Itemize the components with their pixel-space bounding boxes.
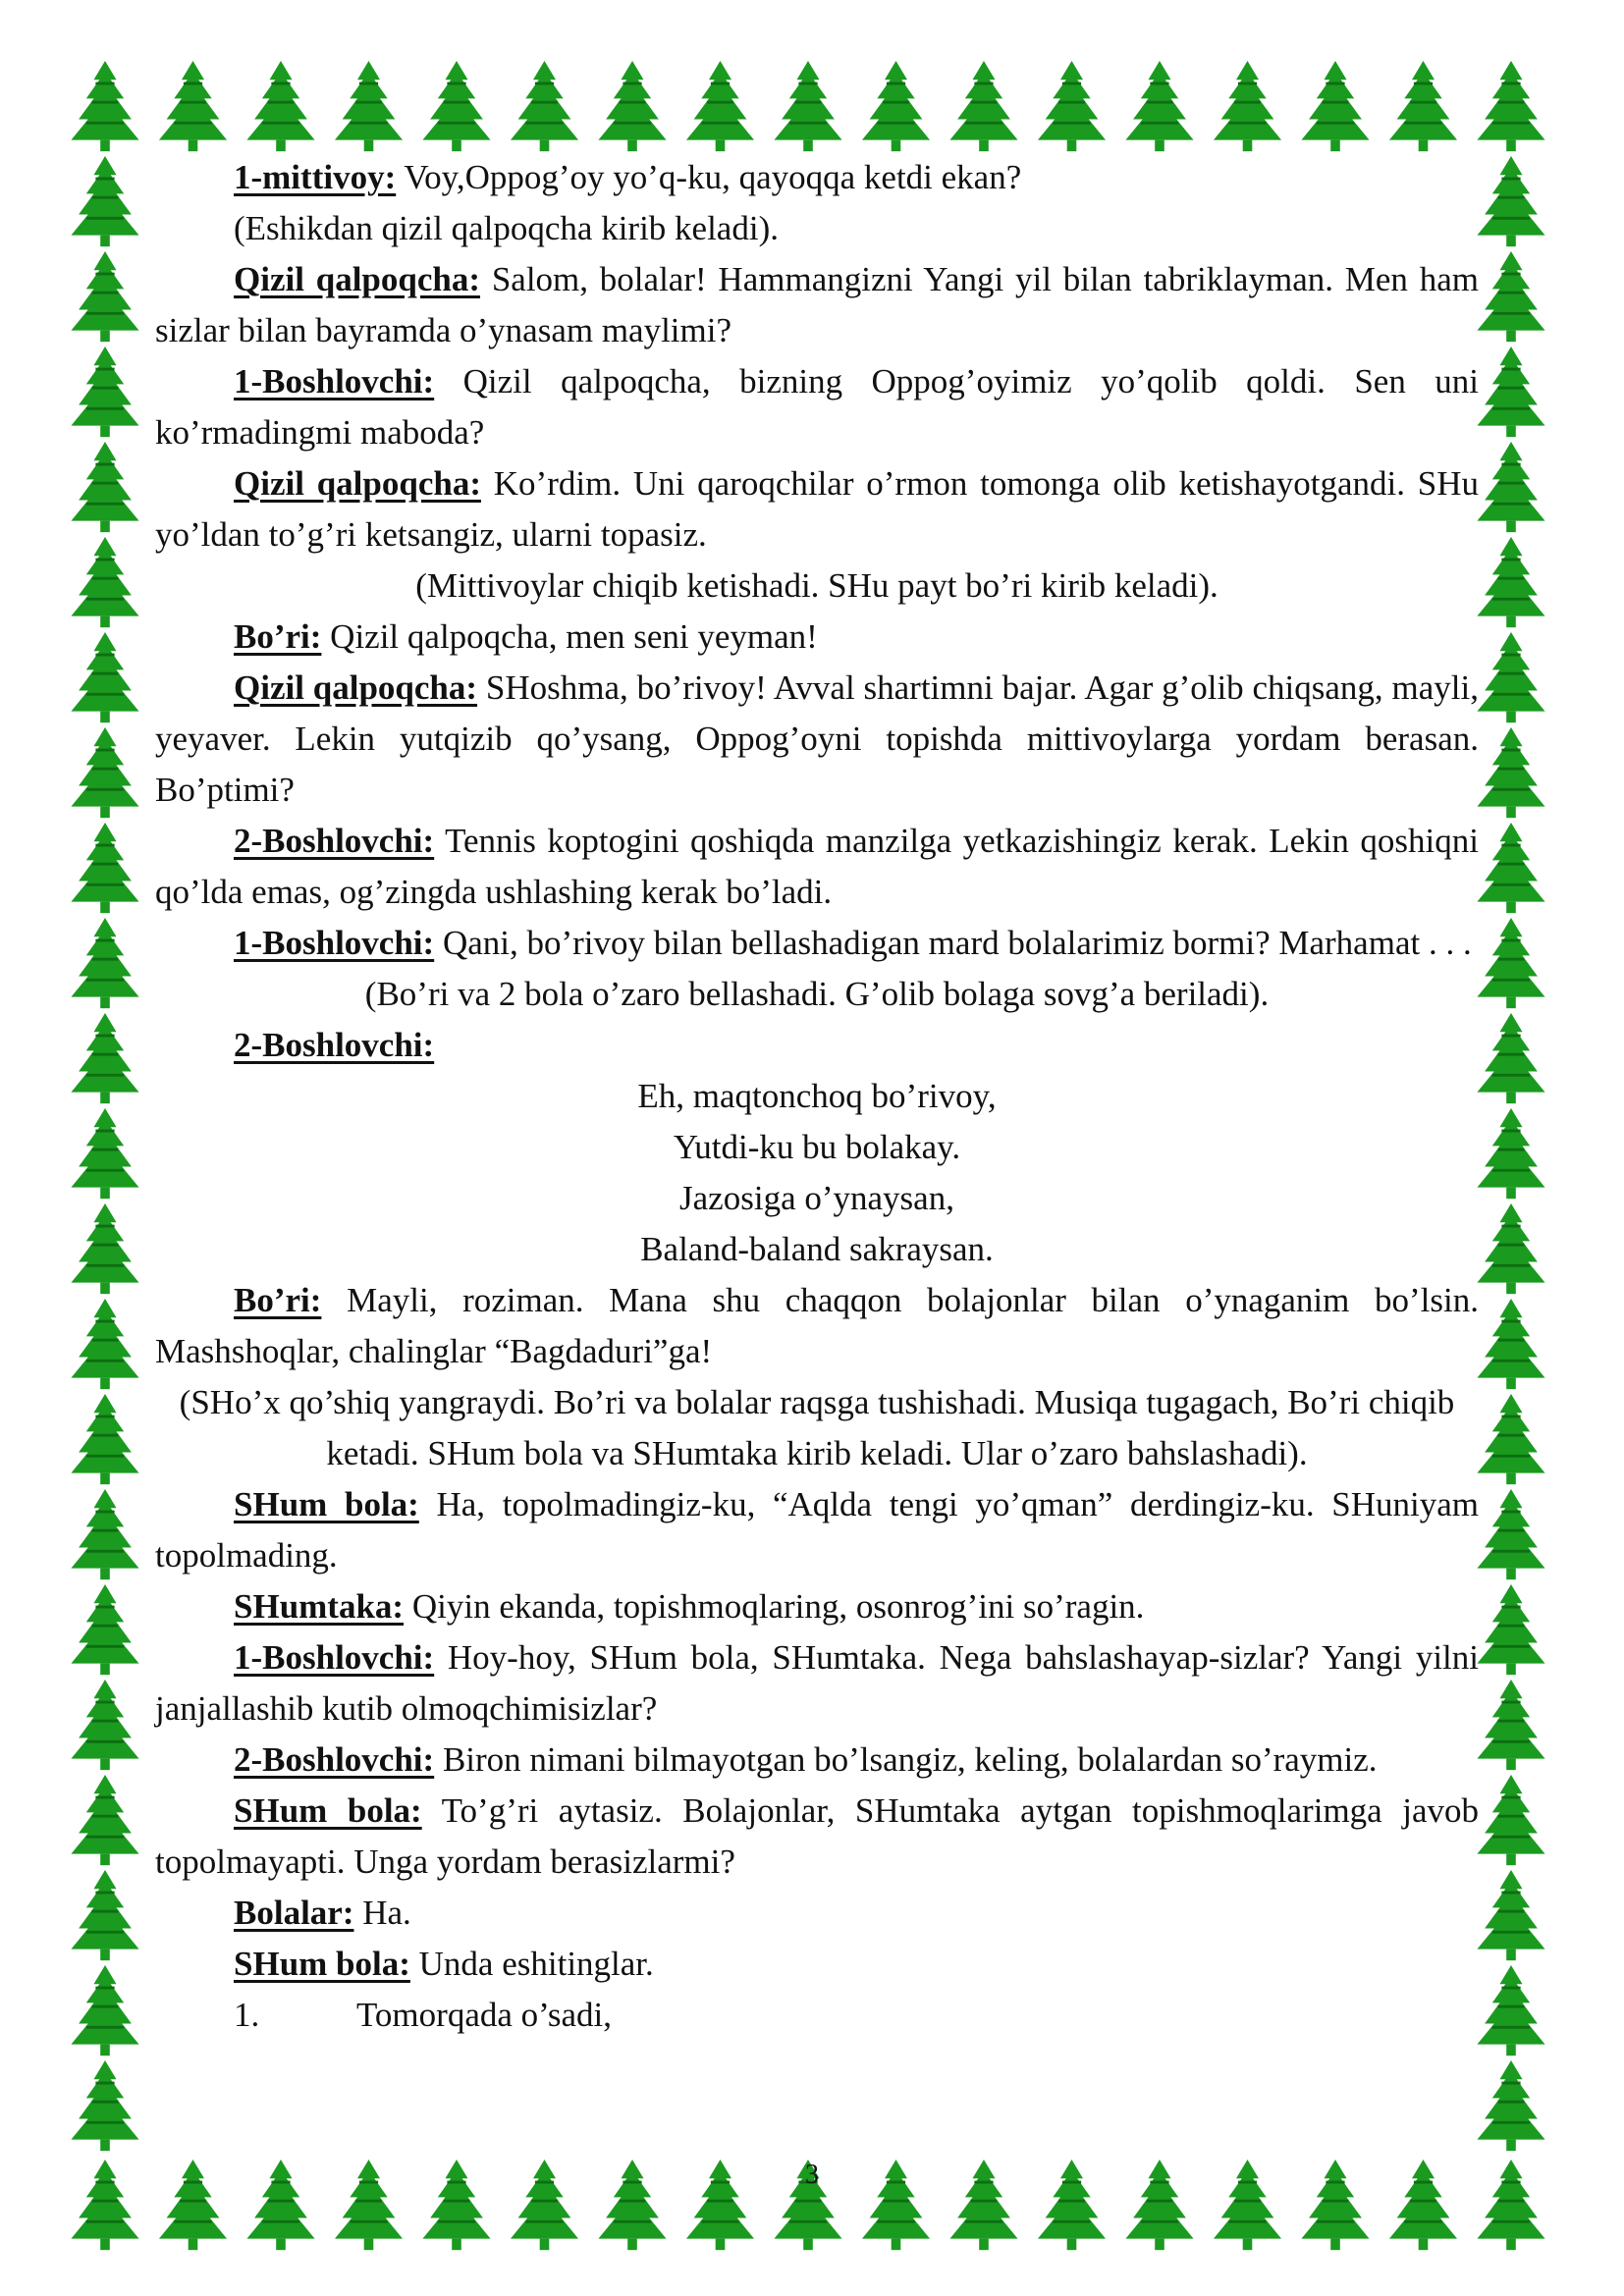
dialogue-text: To’g’ri aytasiz. Bolajonlar, SHumtaka aytgan topishmoqlarimga javob topolmayapti. Unga yordam berasizlarmi?	[155, 1791, 1479, 1881]
dialogue-text: Tennis koptogini qoshiqda manzilga yetkazishingiz kerak. Lekin qoshiqni qo’lda emas, og’zingda ushlashing kerak bo’ladi.	[155, 822, 1479, 911]
speaker-name: SHumtaka:	[234, 1587, 405, 1626]
dialogue-text: Qizil qalpoqcha, bizning Oppog’oyimiz yo’qolib qoldi. Sen uni ko’rmadingmi maboda?	[155, 362, 1479, 452]
christmas-tree-icon	[774, 61, 841, 151]
dialogue-text: Qizil qalpoqcha, men seni yeyman!	[321, 617, 818, 656]
christmas-tree-icon	[1477, 918, 1544, 1008]
dialogue-text: Unda eshitinglar.	[409, 1945, 654, 1983]
poem-line: Yutdi-ku bu bolakay.	[673, 1128, 961, 1166]
christmas-tree-icon	[71, 156, 138, 246]
christmas-tree-icon	[422, 61, 490, 151]
christmas-tree-icon	[71, 1680, 138, 1770]
riddle-line	[155, 1990, 1479, 2041]
stage-direction: (Bo’ri va 2 bola o’zaro bellashadi. G’olib bolaga sovg’a beriladi).	[364, 975, 1270, 1013]
stage-direction: (Eshikdan qizil qalpoqcha kirib keladi).	[234, 209, 779, 247]
christmas-tree-icon	[1477, 727, 1544, 818]
dialogue-line	[155, 1275, 1479, 1377]
speaker-name: Bo’ri:	[234, 617, 322, 656]
christmas-tree-icon	[1477, 156, 1544, 246]
speaker-name: SHum bola:	[234, 1485, 419, 1523]
stage-direction: (SHo’x qo’shiq yangraydi. Bo’ri va bolalar raqsga tushishadi. Musiqa tugagach, Bo’ri chiqib ketadi. SHum bola va SHumtaka kirib keladi. Ular o’zaro bahslashadi).	[179, 1383, 1455, 1472]
christmas-tree-icon	[71, 1870, 138, 1960]
christmas-tree-icon	[1477, 1299, 1544, 1389]
christmas-tree-icon	[686, 61, 754, 151]
stage-direction: (Mittivoylar chiqib ketishadi. SHu payt bo’ri kirib keladi).	[415, 566, 1218, 605]
dialogue-line	[155, 1020, 1479, 1071]
speaker-name: Qizil qalpoqcha:	[234, 260, 481, 298]
poem-line: Baland-baland sakraysan.	[640, 1230, 994, 1268]
dialogue-line	[155, 663, 1479, 816]
speaker-name: 2-Boshlovchi:	[234, 822, 435, 860]
christmas-tree-icon	[1477, 1489, 1544, 1579]
christmas-tree-icon	[71, 1965, 138, 2056]
christmas-tree-icon	[71, 727, 138, 818]
christmas-tree-icon	[598, 61, 666, 151]
dialogue-text: Voy,Oppog’oy yo’q-ku, qayoqqa ketdi ekan?	[396, 158, 1022, 196]
christmas-tree-icon	[71, 1584, 138, 1675]
dialogue-line	[155, 918, 1479, 969]
speaker-name: 1-Boshlovchi:	[234, 924, 435, 962]
christmas-tree-icon	[1477, 632, 1544, 722]
christmas-tree-icon	[1477, 1775, 1544, 1865]
speaker-name: Qizil qalpoqcha:	[234, 668, 478, 707]
christmas-tree-icon	[71, 537, 138, 627]
speaker-name: Bolalar:	[234, 1894, 354, 1932]
christmas-tree-icon	[71, 1299, 138, 1389]
christmas-tree-icon	[949, 61, 1017, 151]
christmas-tree-icon	[71, 823, 138, 913]
christmas-tree-icon	[1477, 2060, 1544, 2151]
dialogue-line	[155, 1888, 1479, 1939]
christmas-tree-icon	[1477, 1203, 1544, 1294]
poem-line: Jazosiga o’ynaysan,	[679, 1179, 954, 1217]
page-number: 3	[805, 2160, 819, 2190]
christmas-tree-icon	[71, 1203, 138, 1294]
christmas-tree-icon	[335, 61, 403, 151]
christmas-tree-icon	[1301, 61, 1369, 151]
christmas-tree-icon	[1477, 251, 1544, 342]
christmas-tree-icon	[246, 61, 314, 151]
christmas-tree-icon	[1477, 1013, 1544, 1103]
speaker-name: SHum bola:	[234, 1791, 422, 1830]
dialogue-line	[155, 458, 1479, 561]
speaker-name: Qizil qalpoqcha:	[234, 464, 481, 503]
christmas-tree-icon	[511, 61, 578, 151]
dialogue-line	[155, 152, 1479, 203]
christmas-tree-icon	[71, 251, 138, 342]
speaker-name: 1-mittivoy:	[234, 158, 397, 196]
christmas-tree-icon	[71, 918, 138, 1008]
dialogue-text: SHoshma, bo’rivoy! Avval shartimni bajar. Agar g’olib chiqsang, mayli, yeyaver. Lekin yutqizib qo’ysang, Oppog’oyni topishda mittivoylarga yordam berasan. Bo’ptimi?	[155, 668, 1479, 809]
christmas-tree-icon	[71, 1108, 138, 1199]
dialogue-text: Salom, bolalar! Hammangizni Yangi yil bilan tabriklayman. Men ham sizlar bilan bayramda o’ynasam maylimi?	[155, 260, 1479, 349]
christmas-tree-icon	[71, 1775, 138, 1865]
riddle-text: Tomorqada o’sadi,	[356, 1996, 612, 2034]
christmas-tree-icon	[71, 442, 138, 532]
christmas-tree-icon	[1125, 61, 1193, 151]
dialogue-line	[155, 356, 1479, 458]
christmas-tree-icon	[1389, 61, 1457, 151]
christmas-tree-icon	[1477, 537, 1544, 627]
dialogue-line	[155, 1735, 1479, 1786]
speaker-name: Bo’ri:	[234, 1281, 322, 1319]
christmas-tree-icon	[159, 61, 227, 151]
christmas-tree-icon	[1477, 442, 1544, 532]
dialogue-text: Ko’rdim. Uni qaroqchilar o’rmon tomonga olib ketishayotgandi. SHu yo’ldan to’g’ri ketsangiz, ularni topasiz.	[155, 464, 1479, 554]
poem-line: Eh, maqtonchoq bo’rivoy,	[637, 1077, 997, 1115]
christmas-tree-icon	[71, 1394, 138, 1484]
dialogue-line	[155, 254, 1479, 356]
christmas-tree-icon	[71, 632, 138, 722]
dialogue-line	[155, 1632, 1479, 1735]
christmas-tree-icon	[1038, 61, 1106, 151]
dialogue-text: Biron nimani bilmayotgan bo’lsangiz, keling, bolalardan so’raymiz.	[434, 1740, 1378, 1779]
christmas-tree-icon	[1477, 1108, 1544, 1199]
christmas-tree-icon	[1214, 61, 1281, 151]
speaker-name: 2-Boshlovchi:	[234, 1740, 435, 1779]
christmas-tree-icon	[1477, 1394, 1544, 1484]
dialogue-text: Qani, bo’rivoy bilan bellashadigan mard bolalarimiz bormi? Marhamat . . .	[434, 924, 1472, 962]
christmas-tree-icon	[71, 347, 138, 437]
speaker-name: 1-Boshlovchi:	[234, 1638, 435, 1677]
dialogue-text: Hoy-hoy, SHum bola, SHumtaka. Nega bahslashayap-sizlar? Yangi yilni janjallashib kutib olmoqchimisizlar?	[155, 1638, 1479, 1728]
christmas-tree-icon	[1477, 1965, 1544, 2056]
christmas-tree-icon	[862, 61, 930, 151]
christmas-tree-icon	[71, 2060, 138, 2151]
christmas-tree-icon	[1477, 1870, 1544, 1960]
dialogue-text: Mayli, roziman. Mana shu chaqqon bolajonlar bilan o’ynaganim bo’lsin. Mashshoqlar, chalinglar “Bagdaduri”ga!	[155, 1281, 1479, 1370]
dialogue-line	[155, 612, 1479, 663]
script-text	[155, 152, 1479, 2041]
christmas-tree-icon	[71, 61, 138, 151]
dialogue-text: Ha.	[353, 1894, 411, 1932]
christmas-tree-icon	[1477, 1680, 1544, 1770]
dialogue-line	[155, 1939, 1479, 1990]
christmas-tree-icon	[1477, 347, 1544, 437]
riddle-number: 1.	[234, 1996, 260, 2034]
christmas-tree-icon	[71, 1489, 138, 1579]
christmas-tree-icon	[1477, 1584, 1544, 1675]
dialogue-line	[155, 1581, 1479, 1632]
christmas-tree-icon	[1477, 823, 1544, 913]
speaker-name: 2-Boshlovchi:	[234, 1026, 435, 1064]
dialogue-text: Qiyin ekanda, topishmoqlaring, osonrog’ini so’ragin.	[404, 1587, 1145, 1626]
christmas-tree-icon	[1477, 61, 1544, 151]
speaker-name: SHum bola:	[234, 1945, 410, 1983]
dialogue-line	[155, 1479, 1479, 1581]
speaker-name: 1-Boshlovchi:	[234, 362, 435, 400]
christmas-tree-icon	[71, 1013, 138, 1103]
dialogue-text: Ha, topolmadingiz-ku, “Aqlda tengi yo’qman” derdingiz-ku. SHuniyam topolmading.	[155, 1485, 1479, 1575]
dialogue-line	[155, 1786, 1479, 1888]
dialogue-line	[155, 816, 1479, 918]
